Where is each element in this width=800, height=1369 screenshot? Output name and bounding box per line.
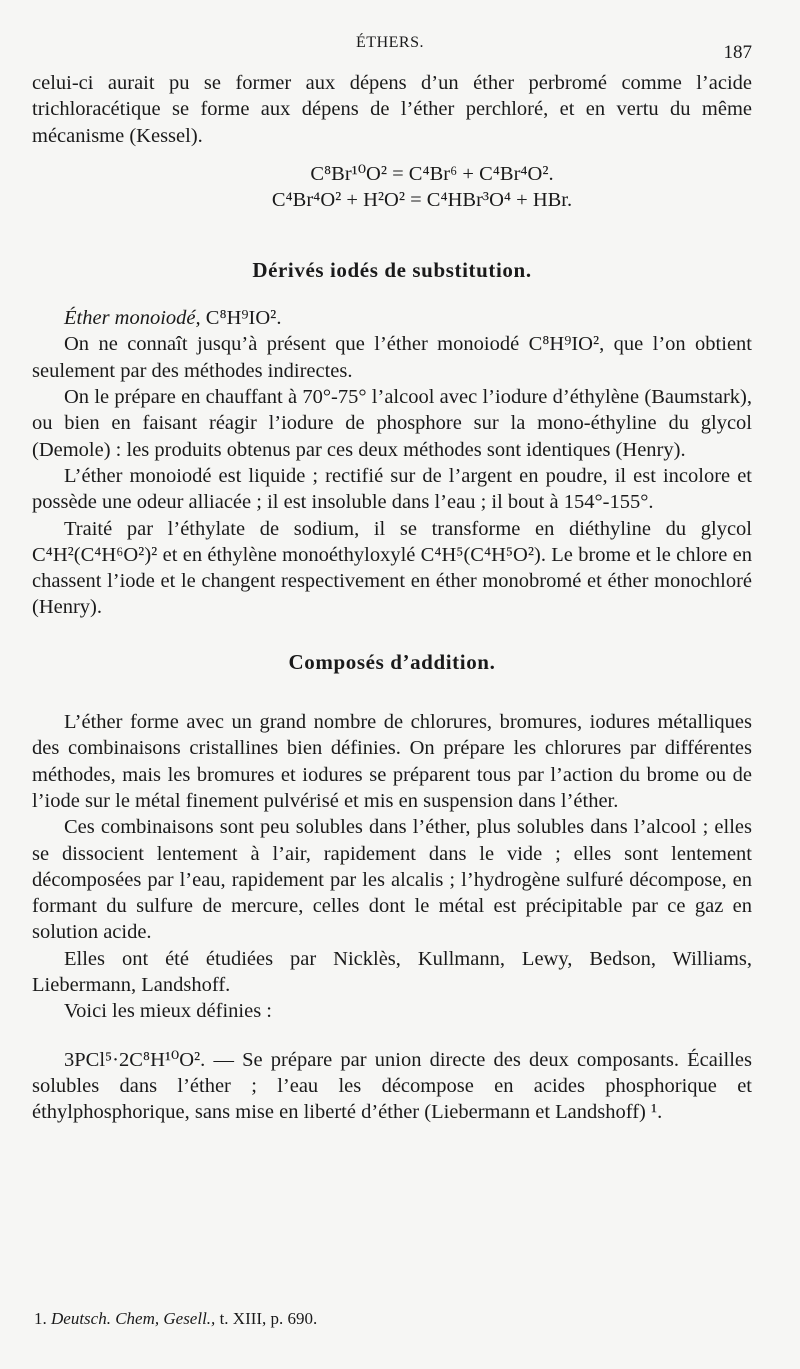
section-title-iodine-derivatives: Dérivés iodés de substitution. [252, 257, 532, 282]
paragraph-1: On ne connaît jusqu’à présent que l’éther monoiodé C⁸H⁹IO², que l’on obtient seulement par des méthodes indirectes. [32, 333, 752, 382]
ether-label: Éther monoiodé, [64, 307, 201, 330]
formula-2: C⁴Br⁴O² + H²O² = C⁴HBr³O⁴ + HBr. [271, 188, 573, 211]
paragraph-2: On le prépare en chauffant à 70°-75° l’alcool avec l’iodure d’éthylène (Baumstark), ou bien en faisant réagir l’iodure de phosphore sur la mono-éthyline du glycol (Demole) : les produits obtenus par ces deux méthodes sont identiques (Henry). [32, 386, 752, 461]
ether-formula: C⁸H⁹IO². [205, 307, 282, 330]
footnote-journal: Deutsch. Chem, Gesell., [51, 1309, 216, 1328]
paragraph-intro: celui-ci aurait pu se former aux dépens d’un éther perbromé comme l’acide trichloracétique se forme aux dépens de l’éther perchloré, et en vertu du même mécanisme (Kessel). [32, 72, 752, 147]
footnote-reference: t. XIII, p. 690. [219, 1309, 318, 1328]
paragraph-8: Voici les mieux définies : [64, 1000, 273, 1023]
formula-1: C⁸Br¹⁰O² = C⁴Br⁶ + C⁴Br⁴O². [310, 162, 554, 185]
ether-heading [32, 305, 752, 331]
paragraph-5: L’éther forme avec un grand nombre de chlorures, bromures, iodures métalliques des combinaisons cristallines bien définies. On prépare les chlorures par différentes méthodes, mais les bromures et iodures se préparent tous par l’action du brome ou de l’iode sur le métal finement pulvérisé et mis en suspension dans l’éther. [32, 711, 752, 812]
page-body [32, 70, 752, 1126]
paragraph-3: L’éther monoiodé est liquide ; rectifié sur de l’argent en poudre, il est incolore et possède une odeur alliacée ; il est insoluble dans l’eau ; il bout à 154°-155°. [32, 464, 752, 514]
footnote-number: 1. [34, 1309, 47, 1328]
running-head: ÉTHERS. [356, 34, 424, 51]
paragraph-6: Ces combinaisons sont peu solubles dans l’éther, plus solubles dans l’alcool ; elles se dissocient lentement à l’air, rapidement dans le vide ; elles sont lentement décomposées par l’eau, rapidement par les alcalis ; l’hydrogène sulfuré décompose, en formant du sulfure de mercure, celles dont le métal est précipitable par ce gaz en solution acide. [32, 816, 752, 944]
paragraph-4: Traité par l’éthylate de sodium, il se transforme en diéthyline du glycol C⁴H²(C⁴H⁶O²)² et en éthylène monoéthyloxylé C⁴H⁵(C⁴H⁵O²). Le brome et le chlore en chassent l’iode et le changent respectivement en éther monobromé et éther monochloré (Henry). [32, 517, 752, 619]
paragraph-7: Elles ont été étudiées par Nicklès, Kullmann, Lewy, Bedson, Williams, Liebermann, Landshoff. [32, 947, 752, 997]
page-header [0, 30, 800, 63]
footnote [34, 1308, 734, 1330]
paragraph-9: 3PCl⁵·2C⁸H¹⁰O². — Se prépare par union directe des deux composants. Écailles solubles dans l’éther ; l’eau les décompose en acides phosphorique et éthylphosphorique, sans mise en liberté d’éther (Liebermann et Landshoff) ¹. [32, 1048, 752, 1124]
section-title-addition-compounds: Composés d’addition. [288, 649, 496, 674]
page-number: 187 [723, 42, 752, 63]
